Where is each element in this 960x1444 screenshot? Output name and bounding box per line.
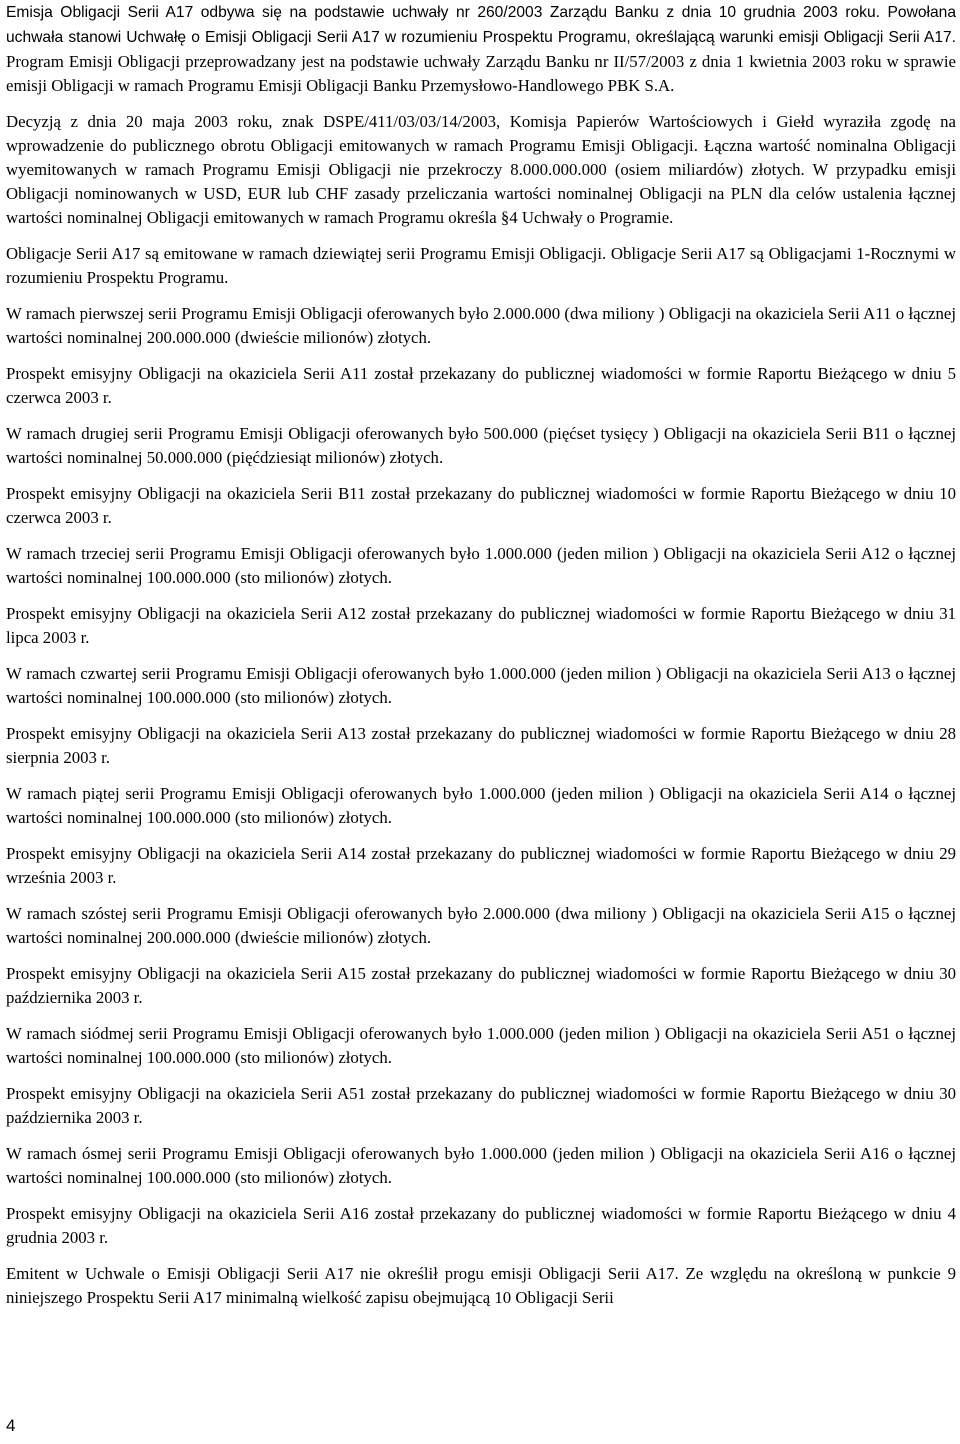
series-2-offer-paragraph: W ramach drugiej serii Programu Emisji Obligacji oferowanych było 500.000 (pięćset tysięcy ) Obligacji na okaziciela Serii B11 o łącznej wartości nominalnej 50.000.000 (pięćdziesiąt milionów) złotych. bbox=[6, 424, 956, 467]
decision-text-part1: Decyzją z dnia 20 maja 2003 roku, znak DSPE/411/03/03/14/2003, Komisja Papierów Wartościowych i Giełd wyraziła zgodę na wprowadzenie do publicznego obrotu Obligacji emitowanych w ramach Programu Emisji Obligacji. Łączna wartość nominalna Obligacji wyemitowanych w ramach Programu Emisji Obligacji nie przekroczy 8.000.000.000 (osiem miliardów) złotych. bbox=[6, 112, 956, 179]
series-5-prospectus-paragraph: Prospekt emisyjny Obligacji na okaziciela Serii A14 został przekazany do publicznej wiadomości w formie Raportu Bieżącego w dniu 29 września 2003 r. bbox=[6, 844, 956, 887]
intro-serif-text: Program Emisji Obligacji przeprowadzany jest na podstawie uchwały Zarządu Banku nr II/57/2003 z dnia 1 kwietnia 2003 roku w sprawie emisji Obligacji w ramach Programu Emisji Obligacji Banku Przemysłowo-Handlowego PBK S.A. bbox=[6, 52, 956, 95]
series-6-prospectus-paragraph: Prospekt emisyjny Obligacji na okaziciela Serii A15 został przekazany do publicznej wiadomości w formie Raportu Bieżącego w dniu 30 października 2003 r. bbox=[6, 964, 956, 1007]
document-page bbox=[6, 0, 956, 1310]
emission-threshold-paragraph: Emitent w Uchwale o Emisji Obligacji Serii A17 nie określił progu emisji Obligacji Serii A17. Ze względu na określoną w punkcie 9 niniejszego Prospektu Serii A17 minimalną wielkość zapisu obejmującą 10 Obligacji Serii bbox=[6, 1264, 956, 1307]
series-4-offer-paragraph: W ramach czwartej serii Programu Emisji Obligacji oferowanych było 1.000.000 (jeden milion ) Obligacji na okaziciela Serii A13 o łącznej wartości nominalnej 100.000.000 (sto milionów) złotych. bbox=[6, 664, 956, 707]
series-4-prospectus-paragraph: Prospekt emisyjny Obligacji na okaziciela Serii A13 został przekazany do publicznej wiadomości w formie Raportu Bieżącego w dniu 28 sierpnia 2003 r. bbox=[6, 724, 956, 767]
series-1-prospectus-paragraph: Prospekt emisyjny Obligacji na okaziciela Serii A11 został przekazany do publicznej wiadomości w formie Raportu Bieżącego w dniu 5 czerwca 2003 r. bbox=[6, 364, 956, 407]
series-7-prospectus-paragraph: Prospekt emisyjny Obligacji na okaziciela Serii A51 został przekazany do publicznej wiadomości w formie Raportu Bieżącego w dniu 30 października 2003 r. bbox=[6, 1084, 956, 1127]
series-a17-paragraph: Obligacje Serii A17 są emitowane w ramach dziewiątej serii Programu Emisji Obligacji. Obligacje Serii A17 są Obligacjami 1-Rocznymi w rozumieniu Prospektu Programu. bbox=[6, 244, 956, 287]
intro-paragraph bbox=[6, 0, 956, 98]
series-6-offer-paragraph: W ramach szóstej serii Programu Emisji Obligacji oferowanych było 2.000.000 (dwa miliony ) Obligacji na okaziciela Serii A15 o łącznej wartości nominalnej 200.000.000 (dwieście milionów) złotych. bbox=[6, 904, 956, 947]
series-8-offer-paragraph: W ramach ósmej serii Programu Emisji Obligacji oferowanych było 1.000.000 (jeden milion ) Obligacji na okaziciela Serii A16 o łącznej wartości nominalnej 100.000.000 (sto milionów) złotych. bbox=[6, 1144, 956, 1187]
series-5-offer-paragraph: W ramach piątej serii Programu Emisji Obligacji oferowanych było 1.000.000 (jeden milion ) Obligacji na okaziciela Serii A14 o łącznej wartości nominalnej 100.000.000 (sto milionów) złotych. bbox=[6, 784, 956, 827]
intro-sans-text: Emisja Obligacji Serii A17 odbywa się na podstawie uchwały nr 260/2003 Zarządu Banku z dnia 10 grudnia 2003 roku. Powołana uchwała stanowi Uchwałę o Emisji Obligacji Serii A17 w rozumieniu Prospektu Programu, określającą warunki emisji Obligacji Serii A17. bbox=[6, 4, 956, 46]
series-3-offer-paragraph: W ramach trzeciej serii Programu Emisji Obligacji oferowanych było 1.000.000 (jeden milion ) Obligacji na okaziciela Serii A12 o łącznej wartości nominalnej 100.000.000 (sto milionów) złotych. bbox=[6, 544, 956, 587]
page-number: 4 bbox=[6, 1416, 16, 1435]
decision-text-part2: W przypadku emisji Obligacji nominowanych w USD, EUR lub CHF zasady przeliczania wartości nominalnej Obligacji na PLN dla celów ustalenia łącznej wartości nominalnej Obligacji emitowanych w ramach Programu określa §4 Uchwały o Programie. bbox=[6, 160, 956, 227]
series-2-prospectus-paragraph: Prospekt emisyjny Obligacji na okaziciela Serii B11 został przekazany do publicznej wiadomości w formie Raportu Bieżącego w dniu 10 czerwca 2003 r. bbox=[6, 484, 956, 527]
series-1-offer-paragraph: W ramach pierwszej serii Programu Emisji Obligacji oferowanych było 2.000.000 (dwa miliony ) Obligacji na okaziciela Serii A11 o łącznej wartości nominalnej 200.000.000 (dwieście milionów) złotych. bbox=[6, 304, 956, 347]
series-8-prospectus-paragraph: Prospekt emisyjny Obligacji na okaziciela Serii A16 został przekazany do publicznej wiadomości w formie Raportu Bieżącego w dniu 4 grudnia 2003 r. bbox=[6, 1204, 956, 1247]
decision-paragraph bbox=[6, 110, 956, 230]
series-3-prospectus-paragraph: Prospekt emisyjny Obligacji na okaziciela Serii A12 został przekazany do publicznej wiadomości w formie Raportu Bieżącego w dniu 31 lipca 2003 r. bbox=[6, 604, 956, 647]
series-7-offer-paragraph: W ramach siódmej serii Programu Emisji Obligacji oferowanych było 1.000.000 (jeden milion ) Obligacji na okaziciela Serii A51 o łącznej wartości nominalnej 100.000.000 (sto milionów) złotych. bbox=[6, 1024, 956, 1067]
